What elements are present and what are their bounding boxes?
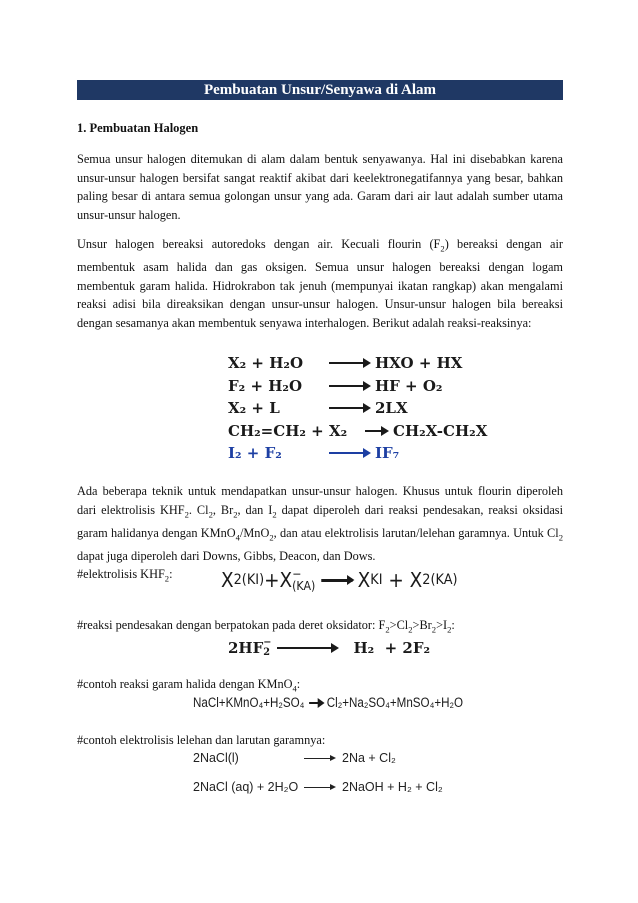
equation-kmno4: NaCl+KMnO₄+H₂SO₄ Cl₂+Na₂SO₄+MnSO₄+H₂O <box>193 695 464 710</box>
label-kmno4: #contoh reaksi garam halida dengan KMnO$_4$: <box>77 677 301 694</box>
equation-hf: 2HF − 2 H₂ + 2F₂ <box>228 637 431 658</box>
paragraph-reactions: Unsur halogen bereaksi autoredoks dengan air. Kecuali flourin $(F_2)$ bereaksi dengan air membentuk asam halida dan gas oksigen. Semua unsur halogen bereaksi dengan logam membentuk garam halida. Hidrokrabon tak jenuh (mempunyai ikatan rangkap) akan mengalami reaksi adisi bila direaksikan dengan unsur-unsur halogen. Unsur-unsur halogen bila bereaksi dengan sesamanya akan membentuk senyawa interhalogen. Berikut adalah reaksi-reaksinya: <box>77 237 564 330</box>
page-title: Pembuatan Unsur/Senyawa di Alam <box>77 80 563 100</box>
label-pendesakan: #reaksi pendesakan dengan berpatokan pada deret oksidator: $F_2>Cl_2>Br_2>I_2$: <box>77 618 455 635</box>
equation-khf: X 2(KI) +X − (KA) X KI + X 2(KA) <box>221 567 458 593</box>
paragraph-techniques: Ada beberapa teknik untuk mendapatkan unsur-unsur halogen. Khusus untuk flourin diperoleh dari elektrolisis $KHF_2$. $Cl_2$, $Br_2$, dan $I_2$ dapat diperoleh dari reaksi pendesakan, reaksi oksidasi garam halidanya dengan KMnO$_4$/MnO$_2$, dan atau elektrolisis larutan/lelehan garamnya. Untuk $Cl_2$ dapat juga diperoleh dari Downs, Gibbs, Deacon, dan Dows. #elektrolisis $KHF_2$: <box>77 484 563 584</box>
reaction-row: I₂ + F₂ IF₇ <box>228 444 400 462</box>
equation-nacl-aq: 2NaCl (aq) + 2H₂O 2NaOH + H₂ + Cl₂ <box>193 780 443 794</box>
label-elektrolisis: #contoh elektrolisis lelehan dan larutan garamnya: <box>77 733 326 747</box>
section-heading: 1. Pembuatan Halogen <box>77 121 199 135</box>
reaction-row: F₂ + H₂O HF + O₂ <box>228 376 443 395</box>
reaction-row: CH₂=CH₂ + X₂ CH₂X-CH₂X <box>228 421 488 440</box>
reaction-row: X₂ + L 2LX <box>228 399 408 417</box>
paragraph-intro: Semua unsur halogen ditemukan di alam dalam bentuk senyawanya. Hal ini disebabkan karena unsur-unsur halogen bersifat sangat reaktif akibat dari keelektronegatifannya yang besar, bahkan paling besar di antara semua golongan unsur yang ada. Garam dari air laut adalah sumber utama unsur-unsur halogen. <box>77 152 563 222</box>
reaction-row: X₂ + H₂O HXO + HX <box>228 354 463 372</box>
equation-nacl-melt: 2NaCl(l) 2Na + Cl₂ <box>193 751 396 765</box>
reaction-list <box>228 352 508 465</box>
